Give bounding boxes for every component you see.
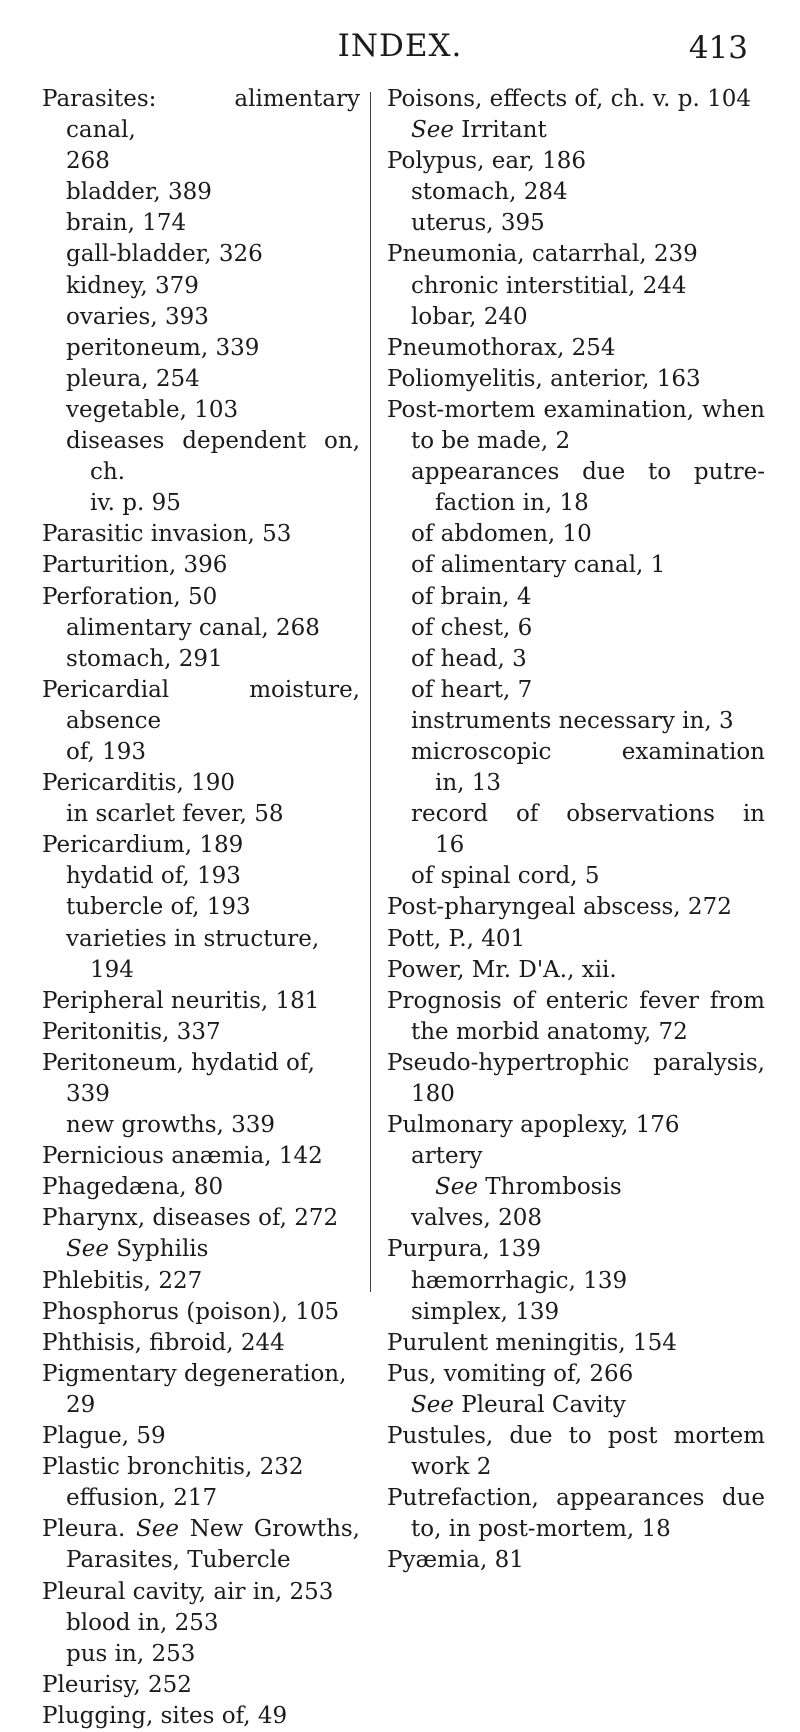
index-entry: gall-bladder, 326 <box>66 241 263 268</box>
index-entry: pus in, 253 <box>66 1640 196 1667</box>
index-entry: Pus, vomiting of, 266 <box>387 1360 634 1387</box>
index-entry: 268 <box>66 148 110 175</box>
index-entry: Phthisis, fibroid, 244 <box>42 1329 285 1356</box>
index-entry: 16 <box>435 832 465 859</box>
index-entry: Pericardium, 189 <box>42 832 244 859</box>
index-entry: Parasites, Tubercle <box>66 1547 291 1574</box>
index-entry: of, 193 <box>66 738 147 765</box>
index-entry: work 2 <box>411 1454 492 1481</box>
index-entry: simplex, 139 <box>411 1298 560 1325</box>
index-entry: to, in post-mortem, 18 <box>411 1516 671 1543</box>
index-column-right <box>387 84 765 1577</box>
index-entry: Phlebitis, 227 <box>42 1267 203 1294</box>
page-header <box>0 22 800 66</box>
index-entry: brain, 174 <box>66 210 187 237</box>
index-entry: Pyæmia, 81 <box>387 1547 524 1574</box>
index-entry: uterus, 395 <box>411 210 545 237</box>
index-entry: effusion, 217 <box>66 1485 218 1512</box>
index-entry: Pleural cavity, air in, 253 <box>42 1578 334 1605</box>
cross-reference-entry: Pleura. See New Growths, <box>42 1516 360 1543</box>
index-entry: Post-mortem examination, when <box>387 396 765 423</box>
index-entry: vegetable, 103 <box>66 396 239 423</box>
index-entry: Power, Mr. D'A., xii. <box>387 956 617 983</box>
index-entry: of head, 3 <box>411 645 527 672</box>
index-entry: Pneumothorax, 254 <box>387 334 616 361</box>
index-entry: kidney, 379 <box>66 272 199 299</box>
index-entry: of brain, 4 <box>411 583 532 610</box>
index-entry: in, 13 <box>435 770 502 797</box>
index-entry: blood in, 253 <box>66 1609 219 1636</box>
index-entry: instruments necessary in, 3 <box>411 707 734 734</box>
index-entry: of heart, 7 <box>411 676 533 703</box>
index-entry: 194 <box>90 956 134 983</box>
index-entry: Purpura, 139 <box>387 1236 542 1263</box>
index-entry: Polypus, ear, 186 <box>387 148 587 175</box>
index-entry: chronic interstitial, 244 <box>411 272 687 299</box>
index-entry: pleura, 254 <box>66 365 200 392</box>
index-entry: Pharynx, diseases of, 272 <box>42 1205 339 1232</box>
index-entry: Plastic bronchitis, 232 <box>42 1454 304 1481</box>
index-entry: Pernicious anæmia, 142 <box>42 1143 323 1170</box>
index-entry: microscopic examination <box>411 738 765 765</box>
index-entry: Parturition, 396 <box>42 552 228 579</box>
index-entry: diseases dependent on, ch. <box>66 428 360 486</box>
index-entry: stomach, 291 <box>66 645 223 672</box>
index-entry: Phagedæna, 80 <box>42 1174 224 1201</box>
index-entry: of alimentary canal, 1 <box>411 552 666 579</box>
index-entry: bladder, 389 <box>66 179 212 206</box>
index-entry: 180 <box>411 1081 455 1107</box>
index-entry: Pericardial moisture, absence <box>42 676 360 734</box>
cross-reference-entry: See Thrombosis <box>435 1174 622 1201</box>
index-entry: valves, 208 <box>411 1205 542 1232</box>
index-entry: Plugging, sites of, 49 <box>42 1702 288 1729</box>
page-number: 413 <box>688 30 748 66</box>
index-entry: Poisons, effects of, ch. v. p. 104 <box>387 86 752 112</box>
index-entry: hæmorrhagic, 139 <box>411 1267 628 1294</box>
index-entry: Parasites: alimentary canal, <box>42 86 360 144</box>
index-entry: Putrefaction, appearances due <box>387 1485 765 1512</box>
index-entry: Pleurisy, 252 <box>42 1671 192 1698</box>
index-entry: of spinal cord, 5 <box>411 863 600 890</box>
index-entry: Perforation, 50 <box>42 583 218 610</box>
index-entry: Pigmentary degeneration, 29 <box>42 1360 347 1418</box>
index-entry: the morbid anatomy, 72 <box>411 1018 688 1045</box>
index-entry: of chest, 6 <box>411 614 533 641</box>
index-entry: Parasitic invasion, 53 <box>42 521 292 548</box>
index-entry: Phosphorus (poison), 105 <box>42 1298 340 1325</box>
index-entry: hydatid of, 193 <box>66 863 241 890</box>
index-entry: Pseudo-hypertrophic paralysis, <box>387 1049 765 1076</box>
index-entry: of abdomen, 10 <box>411 521 592 548</box>
index-column-left <box>42 84 360 1732</box>
index-entry: artery <box>411 1143 483 1170</box>
index-entry: varieties in structure, <box>66 925 320 952</box>
index-entry: iv. p. 95 <box>90 490 181 517</box>
column-divider <box>370 92 371 1292</box>
index-entry: Peritoneum, hydatid of, 339 <box>42 1049 315 1107</box>
cross-reference-entry: See Pleural Cavity <box>411 1391 626 1418</box>
index-entry: record of observations in <box>411 801 765 828</box>
index-entry: ovaries, 393 <box>66 303 209 330</box>
index-entry: stomach, 284 <box>411 179 568 206</box>
index-entry: new growths, 339 <box>66 1112 276 1139</box>
index-entry: Peripheral neuritis, 181 <box>42 987 320 1014</box>
index-entry: Pustules, due to post mortem <box>387 1423 765 1450</box>
index-entry: Post-pharyngeal abscess, 272 <box>387 894 732 921</box>
index-entry: faction in, 18 <box>435 490 589 517</box>
index-entry: peritoneum, 339 <box>66 334 260 361</box>
index-entry: tubercle of, 193 <box>66 894 251 921</box>
index-entry: Prognosis of enteric fever from <box>387 987 765 1014</box>
index-entry: Purulent meningitis, 154 <box>387 1329 677 1356</box>
index-entry: Pericarditis, 190 <box>42 770 235 797</box>
index-entry: alimentary canal, 268 <box>66 614 320 641</box>
index-entry: appearances due to putre- <box>411 459 765 486</box>
index-entry: Pneumonia, catarrhal, 239 <box>387 241 698 268</box>
index-entry: Peritonitis, 337 <box>42 1018 221 1045</box>
index-entry: Plague, 59 <box>42 1423 166 1450</box>
index-entry: Pulmonary apoplexy, 176 <box>387 1112 680 1139</box>
index-entry: Pott, P., 401 <box>387 925 526 952</box>
index-entry: Poliomyelitis, anterior, 163 <box>387 365 701 392</box>
cross-reference-entry: See Irritant <box>411 117 547 144</box>
page-title: INDEX. <box>337 28 463 64</box>
cross-reference-entry: See Syphilis <box>66 1236 209 1263</box>
index-entry: in scarlet fever, 58 <box>66 801 284 828</box>
index-entry: to be made, 2 <box>411 428 571 455</box>
index-entry: lobar, 240 <box>411 303 528 330</box>
